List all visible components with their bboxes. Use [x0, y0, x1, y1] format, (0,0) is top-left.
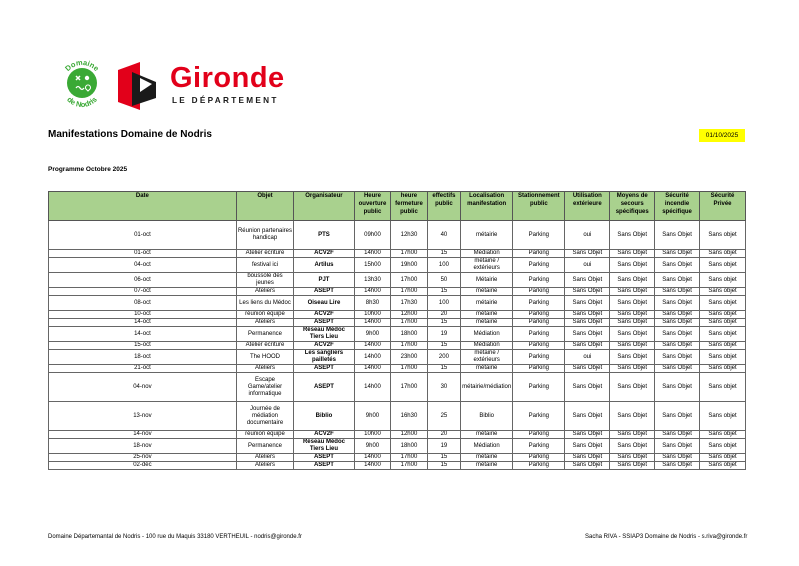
cell-localisation: métairie: [461, 462, 513, 470]
cell-securite-incendie: Sans Objet: [655, 250, 700, 258]
cell-effectifs: 40: [427, 221, 460, 250]
cell-objet: Réunion partenaires handicap: [236, 221, 293, 250]
cell-ouverture: 14h00: [354, 288, 391, 296]
cell-utilisation-exterieure: Sans Objet: [565, 250, 610, 258]
cell-ouverture: 9h00: [354, 402, 391, 431]
cell-stationnement: Parking: [513, 365, 565, 373]
cell-utilisation-exterieure: Sans Objet: [565, 342, 610, 350]
table-row: [49, 373, 746, 402]
cell-ouverture: 14h00: [354, 250, 391, 258]
cell-securite-privee: Sans objet: [700, 288, 746, 296]
column-header: Sécurité Privée: [700, 192, 746, 221]
cell-objet: Les liens du Médoc: [236, 296, 293, 311]
cell-securite-incendie: Sans Objet: [655, 431, 700, 439]
cell-localisation: métairie: [461, 296, 513, 311]
cell-moyens-secours: Sans Objet: [610, 439, 655, 454]
cell-objet: festival ici: [236, 258, 293, 273]
cell-date: 18-nov: [49, 439, 237, 454]
cell-ouverture: 8h30: [354, 296, 391, 311]
cell-securite-incendie: Sans Objet: [655, 258, 700, 273]
cell-securite-incendie: Sans Objet: [655, 288, 700, 296]
cell-objet: Permanence: [236, 327, 293, 342]
cell-securite-privee: Sans objet: [700, 311, 746, 319]
cell-stationnement: Parking: [513, 221, 565, 250]
cell-objet: Permanence: [236, 439, 293, 454]
nodris-logo-bottom-text: de Nodris: [65, 94, 99, 109]
cell-fermeture: 17h00: [391, 365, 428, 373]
cell-securite-incendie: Sans Objet: [655, 350, 700, 365]
cell-organisateur: Artilus: [294, 258, 355, 273]
table-row: [49, 350, 746, 365]
cell-fermeture: 17h00: [391, 273, 428, 288]
cell-ouverture: 13h30: [354, 273, 391, 288]
cell-ouverture: 14h00: [354, 454, 391, 462]
cell-date: 04-nov: [49, 373, 237, 402]
cell-utilisation-exterieure: Sans Objet: [565, 365, 610, 373]
cell-ouverture: 9h00: [354, 327, 391, 342]
column-header: Utilisation extérieure: [565, 192, 610, 221]
cell-utilisation-exterieure: Sans Objet: [565, 296, 610, 311]
cell-securite-incendie: Sans Objet: [655, 273, 700, 288]
column-header: Moyens de secours spécifiques: [610, 192, 655, 221]
table-row: [49, 250, 746, 258]
cell-stationnement: Parking: [513, 258, 565, 273]
cell-localisation: Métairie: [461, 273, 513, 288]
cell-utilisation-exterieure: oui: [565, 350, 610, 365]
cell-ouverture: 14h00: [354, 350, 391, 365]
cell-fermeture: 17h00: [391, 250, 428, 258]
cell-securite-privee: Sans objet: [700, 350, 746, 365]
cell-moyens-secours: Sans Objet: [610, 273, 655, 288]
cell-fermeture: 12h30: [391, 221, 428, 250]
cell-date: 14-nov: [49, 431, 237, 439]
cell-fermeture: 18h00: [391, 439, 428, 454]
cell-securite-privee: Sans objet: [700, 431, 746, 439]
column-header: Localisation manifestation: [461, 192, 513, 221]
cell-fermeture: 17h00: [391, 454, 428, 462]
cell-moyens-secours: Sans Objet: [610, 462, 655, 470]
cell-organisateur: ASEPT: [294, 365, 355, 373]
cell-fermeture: 12h00: [391, 311, 428, 319]
footer-contact: Sacha RIVA - SSIAP3 Domaine de Nodris - s.riva@gironde.fr: [585, 534, 748, 540]
cell-localisation: métairie / extérieurs: [461, 350, 513, 365]
cell-date: 06-oct: [49, 273, 237, 288]
table-row: [49, 273, 746, 288]
cell-moyens-secours: Sans Objet: [610, 250, 655, 258]
cell-securite-privee: Sans objet: [700, 319, 746, 327]
cell-effectifs: 15: [427, 462, 460, 470]
cell-effectifs: 25: [427, 402, 460, 431]
cell-stationnement: Parking: [513, 439, 565, 454]
cell-localisation: métairie: [461, 288, 513, 296]
cell-date: 10-oct: [49, 311, 237, 319]
cell-organisateur: ASEPT: [294, 454, 355, 462]
cell-ouverture: 14h00: [354, 342, 391, 350]
table-header-row: [49, 192, 746, 221]
cell-organisateur: ACV2F: [294, 342, 355, 350]
cell-securite-privee: Sans objet: [700, 221, 746, 250]
column-header: heure fermeture public: [391, 192, 428, 221]
cell-moyens-secours: Sans Objet: [610, 431, 655, 439]
cell-fermeture: 17h00: [391, 342, 428, 350]
cell-stationnement: Parking: [513, 288, 565, 296]
cell-fermeture: 17h00: [391, 462, 428, 470]
cell-objet: Ateliers: [236, 319, 293, 327]
cell-utilisation-exterieure: oui: [565, 258, 610, 273]
cell-organisateur: ASEPT: [294, 462, 355, 470]
table-row: [49, 431, 746, 439]
cell-organisateur: Les sangliers pailletés: [294, 350, 355, 365]
cell-fermeture: 17h00: [391, 288, 428, 296]
cell-moyens-secours: Sans Objet: [610, 221, 655, 250]
cell-utilisation-exterieure: Sans Objet: [565, 273, 610, 288]
cell-stationnement: Parking: [513, 273, 565, 288]
cell-securite-privee: Sans objet: [700, 327, 746, 342]
column-header: Date: [49, 192, 237, 221]
cell-effectifs: 15: [427, 454, 460, 462]
cell-organisateur: ASEPT: [294, 288, 355, 296]
table-row: [49, 327, 746, 342]
cell-localisation: métairie: [461, 454, 513, 462]
table-row: [49, 439, 746, 454]
column-header: Sécurité incendie spécifique: [655, 192, 700, 221]
cell-ouverture: 9h00: [354, 439, 391, 454]
cell-date: 01-oct: [49, 250, 237, 258]
cell-fermeture: 16h30: [391, 402, 428, 431]
table-row: [49, 365, 746, 373]
cell-securite-privee: Sans objet: [700, 250, 746, 258]
table-row: [49, 402, 746, 431]
cell-localisation: métairie: [461, 311, 513, 319]
events-table: [48, 191, 746, 470]
gironde-logo-name: Gironde: [170, 62, 285, 94]
cell-organisateur: ACV2F: [294, 311, 355, 319]
cell-stationnement: Parking: [513, 319, 565, 327]
cell-moyens-secours: Sans Objet: [610, 365, 655, 373]
cell-moyens-secours: Sans Objet: [610, 327, 655, 342]
cell-date: 04-oct: [49, 258, 237, 273]
cell-date: 02-déc: [49, 462, 237, 470]
cell-organisateur: Réseau Médoc Tiers Lieu: [294, 439, 355, 454]
cell-securite-incendie: Sans Objet: [655, 296, 700, 311]
cell-securite-privee: Sans objet: [700, 454, 746, 462]
cell-effectifs: 200: [427, 350, 460, 365]
gironde-logo-subtitle: LE DÉPARTEMENT: [172, 96, 279, 105]
cell-fermeture: 18h00: [391, 327, 428, 342]
column-header: effectifs public: [427, 192, 460, 221]
cell-securite-incendie: Sans Objet: [655, 221, 700, 250]
cell-moyens-secours: Sans Objet: [610, 373, 655, 402]
cell-securite-incendie: Sans Objet: [655, 327, 700, 342]
cell-securite-privee: Sans objet: [700, 342, 746, 350]
cell-fermeture: 17h00: [391, 373, 428, 402]
cell-utilisation-exterieure: oui: [565, 221, 610, 250]
cell-date: 25-nov: [49, 454, 237, 462]
cell-date: 18-oct: [49, 350, 237, 365]
document-date: 01/10/2025: [699, 129, 745, 142]
cell-utilisation-exterieure: Sans Objet: [565, 288, 610, 296]
cell-objet: Ateliers: [236, 288, 293, 296]
cell-effectifs: 20: [427, 311, 460, 319]
cell-effectifs: 15: [427, 342, 460, 350]
cell-securite-privee: Sans objet: [700, 462, 746, 470]
cell-date: 21-oct: [49, 365, 237, 373]
cell-moyens-secours: Sans Objet: [610, 258, 655, 273]
cell-organisateur: ACV2F: [294, 250, 355, 258]
cell-objet: Ateliers: [236, 365, 293, 373]
cell-stationnement: Parking: [513, 311, 565, 319]
cell-localisation: métairie / extérieurs: [461, 258, 513, 273]
cell-effectifs: 15: [427, 288, 460, 296]
cell-stationnement: Parking: [513, 296, 565, 311]
cell-securite-privee: Sans objet: [700, 439, 746, 454]
cell-organisateur: Oiseau Lire: [294, 296, 355, 311]
cell-moyens-secours: Sans Objet: [610, 296, 655, 311]
cell-localisation: métairie: [461, 365, 513, 373]
column-header: Organisateur: [294, 192, 355, 221]
cell-utilisation-exterieure: Sans Objet: [565, 431, 610, 439]
cell-fermeture: 17h30: [391, 296, 428, 311]
domaine-de-nodris-logo: [56, 57, 108, 109]
table-row: [49, 311, 746, 319]
cell-organisateur: ACV2F: [294, 431, 355, 439]
cell-securite-incendie: Sans Objet: [655, 454, 700, 462]
cell-moyens-secours: Sans Objet: [610, 402, 655, 431]
cell-objet: The HOOD: [236, 350, 293, 365]
cell-date: 13-nov: [49, 402, 237, 431]
cell-securite-privee: Sans objet: [700, 373, 746, 402]
cell-securite-incendie: Sans Objet: [655, 311, 700, 319]
column-header: Objet: [236, 192, 293, 221]
cell-ouverture: 14h00: [354, 365, 391, 373]
cell-organisateur: PTS: [294, 221, 355, 250]
cell-stationnement: Parking: [513, 350, 565, 365]
table-row: [49, 296, 746, 311]
cell-localisation: Médiation: [461, 342, 513, 350]
cell-objet: réunion équipe: [236, 311, 293, 319]
cell-securite-incendie: Sans Objet: [655, 319, 700, 327]
cell-ouverture: 09h00: [354, 221, 391, 250]
programme-subtitle: Programme Octobre 2025: [48, 166, 128, 173]
cell-date: 14-oct: [49, 319, 237, 327]
cell-effectifs: 15: [427, 365, 460, 373]
table-row: [49, 342, 746, 350]
cell-securite-incendie: Sans Objet: [655, 402, 700, 431]
cell-objet: réunion équipe: [236, 431, 293, 439]
cell-fermeture: 17h00: [391, 319, 428, 327]
cell-stationnement: Parking: [513, 431, 565, 439]
cell-utilisation-exterieure: Sans Objet: [565, 439, 610, 454]
cell-moyens-secours: Sans Objet: [610, 454, 655, 462]
cell-moyens-secours: Sans Objet: [610, 342, 655, 350]
cell-utilisation-exterieure: Sans Objet: [565, 402, 610, 431]
cell-securite-privee: Sans objet: [700, 365, 746, 373]
cell-localisation: Médiation: [461, 250, 513, 258]
cell-date: 08-oct: [49, 296, 237, 311]
column-header: Stationnement public: [513, 192, 565, 221]
cell-objet: Ateliers: [236, 462, 293, 470]
gironde-logo-mark: [118, 62, 164, 115]
nodris-logo-top-text: Domaine: [63, 57, 101, 73]
cell-date: 14-oct: [49, 327, 237, 342]
table-row: [49, 288, 746, 296]
table-row: [49, 462, 746, 470]
cell-securite-privee: Sans objet: [700, 402, 746, 431]
cell-stationnement: Parking: [513, 342, 565, 350]
cell-moyens-secours: Sans Objet: [610, 350, 655, 365]
cell-utilisation-exterieure: Sans Objet: [565, 319, 610, 327]
cell-organisateur: ASEPT: [294, 319, 355, 327]
cell-moyens-secours: Sans Objet: [610, 311, 655, 319]
cell-localisation: Médiation: [461, 439, 513, 454]
cell-ouverture: 14h00: [354, 462, 391, 470]
cell-objet: Atelier écriture: [236, 250, 293, 258]
cell-utilisation-exterieure: Sans Objet: [565, 327, 610, 342]
cell-fermeture: 12h00: [391, 431, 428, 439]
cell-effectifs: 19: [427, 439, 460, 454]
cell-stationnement: Parking: [513, 402, 565, 431]
cell-effectifs: 15: [427, 250, 460, 258]
cell-ouverture: 15h00: [354, 258, 391, 273]
cell-stationnement: Parking: [513, 250, 565, 258]
cell-ouverture: 10h00: [354, 311, 391, 319]
cell-ouverture: 10h00: [354, 431, 391, 439]
cell-effectifs: 30: [427, 373, 460, 402]
table-row: [49, 258, 746, 273]
document-title: Manifestations Domaine de Nodris: [48, 129, 212, 140]
cell-localisation: métairie/médiation: [461, 373, 513, 402]
cell-securite-incendie: Sans Objet: [655, 365, 700, 373]
cell-localisation: métairie: [461, 431, 513, 439]
cell-localisation: Biblio: [461, 402, 513, 431]
cell-localisation: métairie: [461, 221, 513, 250]
cell-effectifs: 19: [427, 327, 460, 342]
cell-utilisation-exterieure: Sans Objet: [565, 311, 610, 319]
cell-securite-privee: Sans objet: [700, 296, 746, 311]
cell-stationnement: Parking: [513, 462, 565, 470]
cell-ouverture: 14h00: [354, 319, 391, 327]
cell-localisation: Médiation: [461, 327, 513, 342]
cell-utilisation-exterieure: Sans Objet: [565, 373, 610, 402]
cell-objet: Atelier écriture: [236, 342, 293, 350]
cell-stationnement: Parking: [513, 454, 565, 462]
cell-securite-incendie: Sans Objet: [655, 462, 700, 470]
cell-ouverture: 14h00: [354, 373, 391, 402]
cell-effectifs: 20: [427, 431, 460, 439]
footer-address: Domaine Départemantal de Nodris - 100 rue du Maquis 33180 VERTHEUIL - nodris@gironde.fr: [48, 534, 302, 540]
cell-localisation: métairie: [461, 319, 513, 327]
cell-effectifs: 50: [427, 273, 460, 288]
cell-effectifs: 100: [427, 296, 460, 311]
cell-organisateur: Biblio: [294, 402, 355, 431]
cell-securite-privee: Sans objet: [700, 273, 746, 288]
table-row: [49, 221, 746, 250]
cell-date: 01-oct: [49, 221, 237, 250]
cell-securite-incendie: Sans Objet: [655, 439, 700, 454]
cell-fermeture: 19h00: [391, 258, 428, 273]
cell-objet: boussole des jeunes: [236, 273, 293, 288]
cell-date: 15-oct: [49, 342, 237, 350]
cell-date: 07-oct: [49, 288, 237, 296]
cell-organisateur: Réseau Médoc Tiers Lieu: [294, 327, 355, 342]
cell-organisateur: ASEPT: [294, 373, 355, 402]
column-header: Heure ouverture public: [354, 192, 391, 221]
cell-effectifs: 15: [427, 319, 460, 327]
cell-stationnement: Parking: [513, 373, 565, 402]
cell-securite-incendie: Sans Objet: [655, 373, 700, 402]
cell-fermeture: 23h00: [391, 350, 428, 365]
cell-stationnement: Parking: [513, 327, 565, 342]
cell-moyens-secours: Sans Objet: [610, 319, 655, 327]
cell-objet: Journée de médiation documentaire: [236, 402, 293, 431]
cell-securite-privee: Sans objet: [700, 258, 746, 273]
cell-effectifs: 100: [427, 258, 460, 273]
table-row: [49, 454, 746, 462]
cell-objet: Escape Game/atelier informatique: [236, 373, 293, 402]
cell-utilisation-exterieure: Sans Objet: [565, 462, 610, 470]
cell-objet: Ateliers: [236, 454, 293, 462]
cell-moyens-secours: Sans Objet: [610, 288, 655, 296]
cell-utilisation-exterieure: Sans Objet: [565, 454, 610, 462]
cell-organisateur: PJT: [294, 273, 355, 288]
table-row: [49, 319, 746, 327]
cell-securite-incendie: Sans Objet: [655, 342, 700, 350]
